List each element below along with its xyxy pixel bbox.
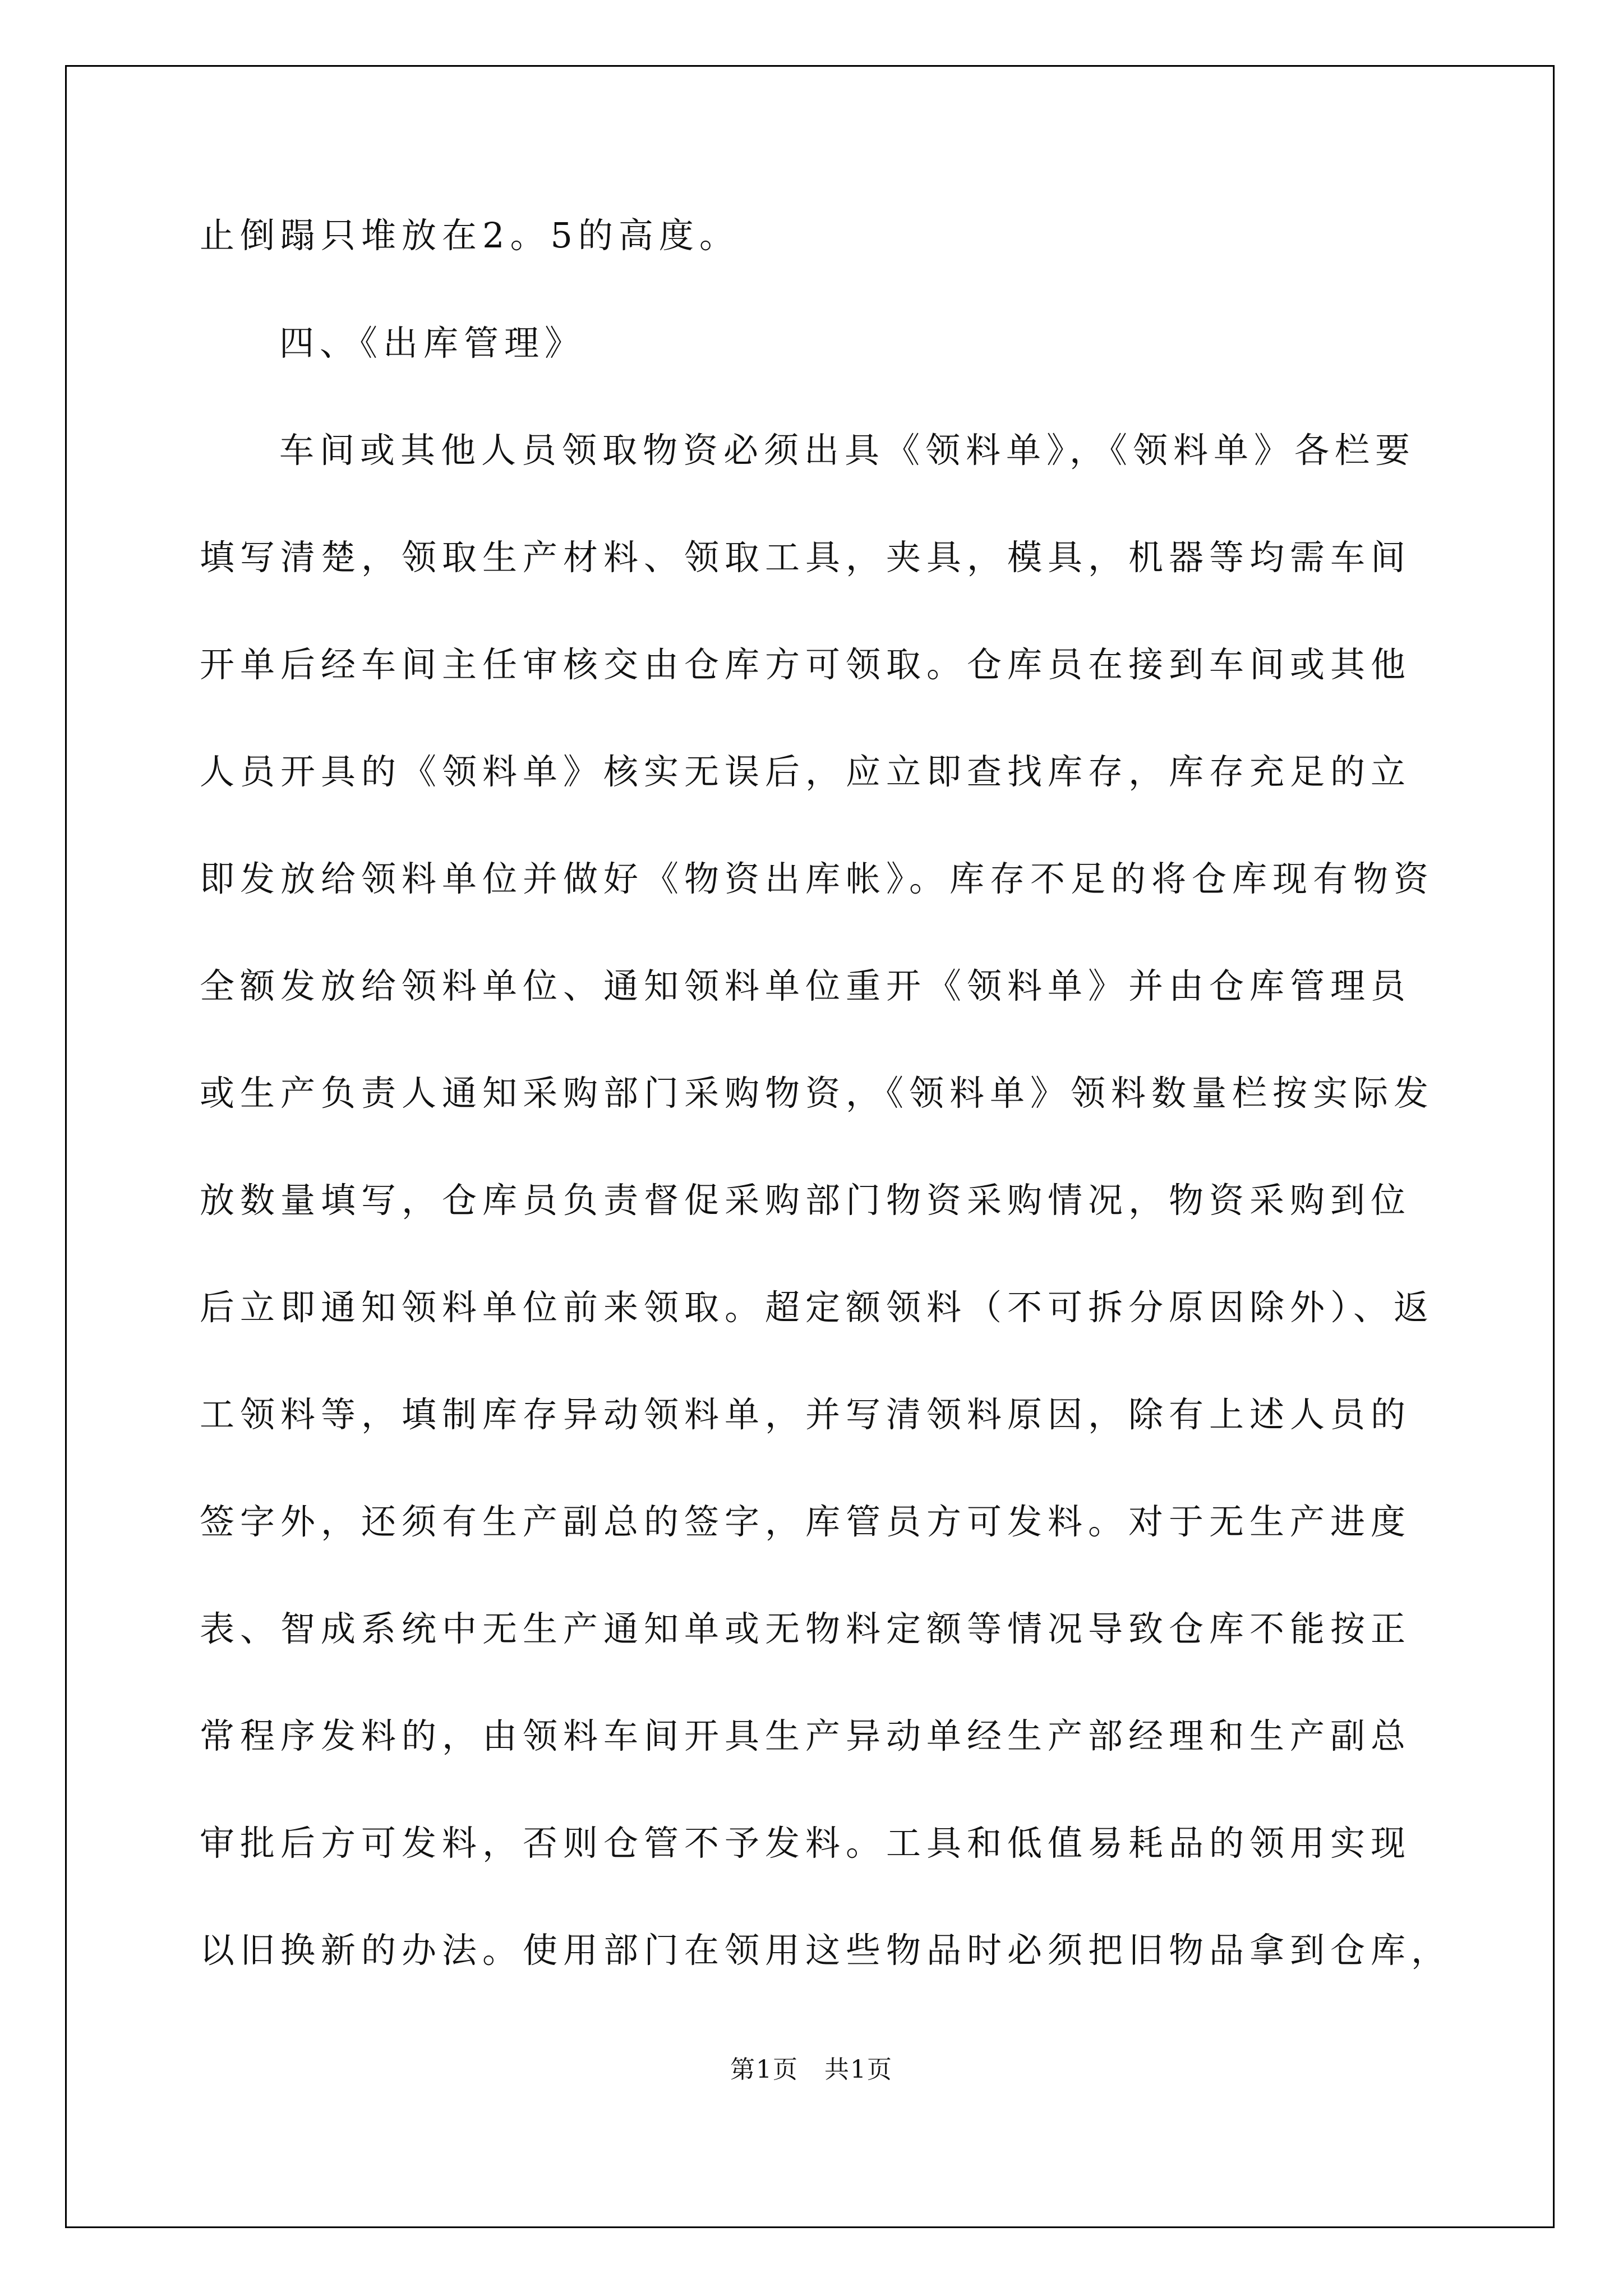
text-line: 审批后方可发料，否则仓管不予发料。工具和低值易耗品的领用实现 [200, 1823, 1412, 1864]
section-heading: 四、《出库管理》 [279, 323, 585, 364]
text-line: 工领料等，填制库存异动领料单，并写清领料原因，除有上述人员的 [200, 1394, 1412, 1435]
text-line: 开单后经车间主任审核交由仓库方可领取。仓库员在接到车间或其他 [200, 644, 1412, 685]
page-border [65, 65, 1555, 2228]
text-line: 后立即通知领料单位前来领取。超定额领料（不可拆分原因除外）、返 [200, 1287, 1435, 1328]
text-line: 表、智成系统中无生产通知单或无物料定额等情况导致仓库不能按正 [200, 1608, 1412, 1649]
text-line: 即发放给领料单位并做好《物资出库帐》。库存不足的将仓库现有物资 [200, 858, 1435, 899]
text-line: 放数量填写，仓库员负责督促采购部门物资采购情况，物资采购到位 [200, 1180, 1412, 1221]
text-line: 全额发放给领料单位、通知领料单位重开《领料单》并由仓库管理员 [200, 965, 1412, 1006]
text-line: 或生产负责人通知采购部门采购物资，《领料单》领料数量栏按实际发 [200, 1073, 1435, 1114]
text-line: 常程序发料的，由领料车间开具生产异动单经生产部经理和生产副总 [200, 1715, 1412, 1756]
text-line: 人员开具的《领料单》核实无误后，应立即查找库存，库存充足的立 [200, 751, 1412, 792]
text-line: 填写清楚，领取生产材料、领取工具，夹具，模具，机器等均需车间 [200, 537, 1412, 578]
page-footer: 第1页 共1页 [730, 2055, 893, 2084]
text-line: 止倒蹋只堆放在2。5的高度。 [200, 215, 740, 256]
text-line: 以旧换新的办法。使用部门在领用这些物品时必须把旧物品拿到仓库， [200, 1930, 1452, 1971]
text-line: 签字外，还须有生产副总的签字，库管员方可发料。对于无生产进度 [200, 1501, 1412, 1542]
text-line: 车间或其他人员领取物资必须出具《领料单》，《领料单》各栏要 [279, 430, 1416, 471]
